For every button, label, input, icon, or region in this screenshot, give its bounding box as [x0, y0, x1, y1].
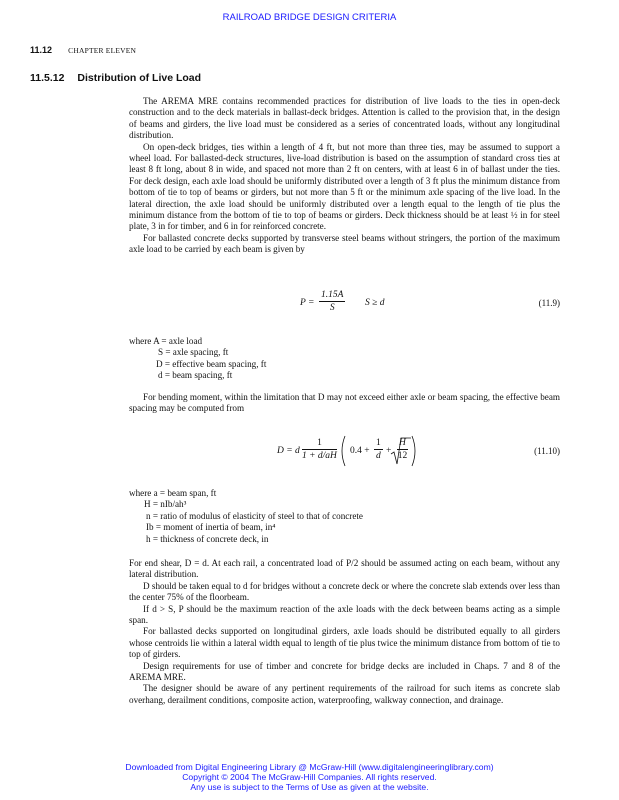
equation-11-9: [129, 288, 560, 328]
running-head: [30, 45, 136, 55]
eq2-f2-numerator: 1: [376, 438, 381, 448]
page-number: 11.12: [30, 45, 53, 55]
paragraph: The AREMA MRE contains recommended practices for distribution of live loads to the ties in open-deck construction and to the deck materials in ballast-deck bridges. Attention is called to the provision that, in the design of beams and girders, the live load must be considered as a series of concentrated loads, without any longitudinal distribution.: [129, 96, 560, 141]
footer-copyright: Copyright © 2004 The McGraw-Hill Companies. All rights reserved.: [182, 772, 437, 783]
eq2-fraction-2: [374, 438, 383, 461]
paragraph: For bending moment, within the limitation that D may not exceed either axle or beam spacing, the effective beam spacing may be computed from: [129, 392, 560, 414]
paragraph: For ballasted decks supported on longitudinal girders, axle loads should be distributed equally to all girders whose centroids lie within a lateral width equal to length of tie plus twice the minimum distance from bottom of tie to top of girders.: [129, 626, 560, 660]
paragraph: For end shear, D = d. At each rail, a concentrated load of P/2 should be assumed acting on each beam, without any lateral distribution.: [129, 558, 560, 580]
section-title: Distribution of Live Load: [77, 72, 202, 84]
footer-download-link[interactable]: Downloaded from Digital Engineering Library @ McGraw-Hill (www.digitalengineeringlibrary.com): [125, 762, 494, 772]
eq1-condition: S ≥ d: [365, 298, 385, 308]
paragraph: For ballasted concrete decks supported by transverse steel beams without stringers, the portion of the maximum axle load to be carried by each beam is given by: [129, 232, 560, 255]
paragraph: Design requirements for use of timber and concrete for bridge decks are included in Chaps. 7 and 8 of the AREMA MRE.: [129, 660, 560, 683]
footer: [0, 762, 619, 793]
eq2-number: (11.10): [534, 446, 560, 456]
body-text-bending: [129, 392, 560, 415]
where-list-1: [129, 336, 266, 382]
eq2-inner-a: 0.4 +: [350, 446, 370, 456]
where-item: S = axle spacing, ft: [158, 347, 229, 358]
eq2-lhs: D = d: [277, 446, 300, 456]
eq2-f2-denominator: d: [376, 451, 381, 461]
top-banner-link[interactable]: RAILROAD BRIDGE DESIGN CRITERIA: [222, 12, 397, 23]
eq1-numerator: 1.15A: [321, 290, 344, 300]
paragraph: On open-deck bridges, ties within a length of 4 ft, but not more than three ties, may be assumed to support a wheel load. For ballasted-deck structures, live-load distribution is based on the assumption of standard cross ties at least 8 ft long, about 8 in wide, and spaced not more than 2 ft on centers, with at least 6 in of ballast under the ties. For deck design, each axle load should be uniformly distributed over a length of 3 ft plus the minimum distance from bottom of tie to top of beams or girders, but not more than 5 ft or the minimum axle spacing of the live load. In the lateral direction, the axle load should be uniformly distributed over a length equal to the length of tie plus the minimum distance from the bottom of tie to top of beams or girders. Deck thickness should be at least ½ in for steel plate, 3 in for timber, and 6 in for reinforced concrete.: [129, 141, 560, 232]
where-list-2: [129, 488, 363, 545]
where-item: Ib = moment of inertia of beam, in⁴: [146, 522, 276, 533]
eq2-sq-numerator: H: [399, 438, 406, 448]
eq1-denominator: S: [329, 303, 335, 313]
where-item: n = ratio of modulus of elasticity of steel to that of concrete: [146, 510, 363, 521]
eq2-sqrt-fraction: [397, 438, 408, 461]
paragraph: If d > S, P should be the maximum reaction of the axle loads with the deck between beams acting as a simple span.: [129, 603, 560, 626]
left-paren: [342, 436, 345, 466]
body-text-bottom: [129, 558, 560, 706]
where-item: where a = beam span, ft: [129, 488, 217, 498]
where-item: d = beam spacing, ft: [158, 370, 233, 381]
where-item: D = effective beam spacing, ft: [156, 358, 267, 369]
eq2-fraction-1: [302, 438, 337, 461]
body-text-top: [129, 96, 560, 256]
where-item: where A = axle load: [129, 336, 203, 346]
where-item: h = thickness of concrete deck, in: [146, 533, 269, 544]
section-heading: [30, 72, 201, 84]
paragraph: The designer should be aware of any pertinent requirements of the railroad for such items as concrete slab overhang, derailment conditions, composite action, waterproofing, walkway connection, and drainage.: [129, 683, 560, 705]
eq2-f1-denominator: 1 + d/aH: [302, 451, 337, 461]
where-item: H = nIb/ah³: [144, 499, 187, 510]
right-paren: [412, 436, 415, 466]
eq2-plus: +: [386, 446, 392, 456]
eq1-number: (11.9): [538, 298, 560, 308]
eq1-fraction: [319, 290, 345, 313]
equation-11-10: [129, 434, 560, 474]
chapter-label: CHAPTER ELEVEN: [68, 46, 137, 55]
paragraph: D should be taken equal to d for bridges without a concrete deck or where the concrete slab extends over less than the center 75% of the floorbeam.: [129, 580, 560, 603]
section-number: 11.5.12: [30, 72, 65, 84]
eq2-sq-denominator: 12: [397, 451, 408, 461]
eq2-f1-numerator: 1: [302, 438, 337, 450]
footer-terms-link[interactable]: Any use is subject to the Terms of Use as given at the website.: [190, 782, 429, 793]
eq1-lhs: P =: [300, 298, 315, 308]
